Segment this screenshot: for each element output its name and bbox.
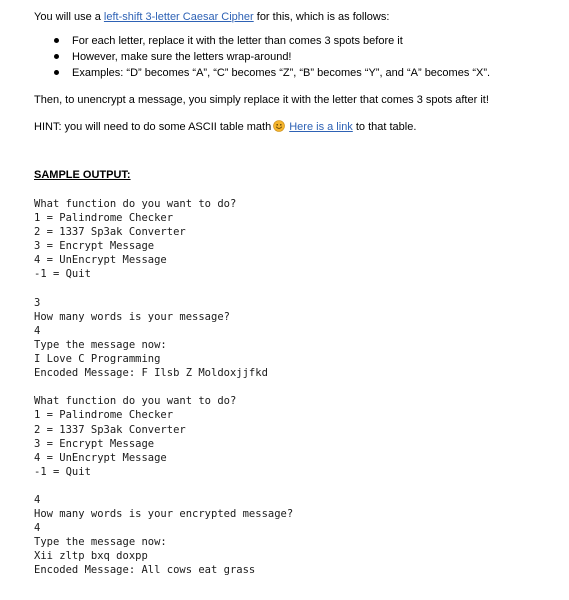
console-line: 4	[34, 493, 41, 506]
console-line: 4 = UnEncrypt Message	[34, 451, 167, 464]
hint-text-before: HINT: you will need to do some ASCII table math	[34, 121, 272, 133]
console-line: What function do you want to do?	[34, 198, 237, 210]
console-line: 3	[34, 296, 41, 309]
unencrypt-paragraph: Then, to unencrypt a message, you simply replace it with the letter that comes 3 spots after it!	[34, 94, 489, 106]
console-line: 1 = Palindrome Checker	[34, 212, 174, 225]
list-item-text: However, make sure the letters wrap-around!	[72, 51, 292, 63]
list-item	[34, 50, 490, 66]
cipher-rules-list	[34, 34, 490, 82]
console-line	[34, 479, 293, 493]
console-line: What function do you want to do?	[34, 395, 237, 408]
console-line: 2 = 1337 Sp3ak Converter	[34, 226, 186, 239]
console-line: 4 = UnEncrypt Message	[34, 254, 167, 267]
sample-console-output	[34, 197, 293, 578]
console-line: 4	[34, 324, 41, 337]
console-line: How many words is your message?	[34, 310, 230, 323]
bullet-icon	[54, 70, 59, 75]
console-line: -1 = Quit	[34, 465, 91, 478]
intro-text-before: You will use a	[34, 11, 104, 23]
bullet-icon	[54, 38, 59, 43]
console-line: Encoded Message: All cows eat grass	[34, 564, 256, 577]
intro-paragraph	[34, 10, 389, 24]
console-line: Type the message now:	[34, 338, 167, 351]
list-item-text: For each letter, replace it with the letter than comes 3 spots before it	[72, 35, 403, 47]
list-item	[34, 66, 490, 82]
console-line	[34, 282, 293, 296]
console-line: -1 = Quit	[34, 268, 91, 281]
console-line: Type the message now:	[34, 536, 167, 549]
console-line: How many words is your encrypted message?	[34, 508, 294, 521]
intro-text-after: for this, which is as follows:	[253, 11, 390, 23]
console-line: 1 = Palindrome Checker	[34, 409, 174, 422]
console-line: Encoded Message: F Ilsb Z Moldoxjjfkd	[34, 367, 268, 380]
caesar-cipher-link[interactable]: left-shift 3-letter Caesar Cipher	[103, 11, 254, 23]
console-line: Xii zltp bxq doxpp	[34, 550, 148, 563]
hint-paragraph	[34, 120, 416, 134]
sample-output-heading: SAMPLE OUTPUT:	[34, 169, 131, 181]
console-line	[34, 380, 293, 394]
console-line: 2 = 1337 Sp3ak Converter	[34, 423, 186, 436]
console-line: 4	[34, 522, 41, 535]
list-item-text: Examples: “D” becomes “A”, “C” becomes “Z”, “B” becomes “Y”, and “A” becomes “X”.	[72, 67, 491, 79]
bullet-icon	[54, 54, 59, 59]
console-line: 3 = Encrypt Message	[34, 240, 155, 253]
console-line: 3 = Encrypt Message	[34, 437, 155, 450]
hint-text-after: to that table.	[352, 121, 417, 133]
ascii-table-link[interactable]: Here is a link	[289, 121, 353, 133]
smiling-face-icon	[273, 120, 285, 132]
console-line: I Love C Programming	[34, 353, 161, 366]
list-item	[34, 34, 490, 50]
